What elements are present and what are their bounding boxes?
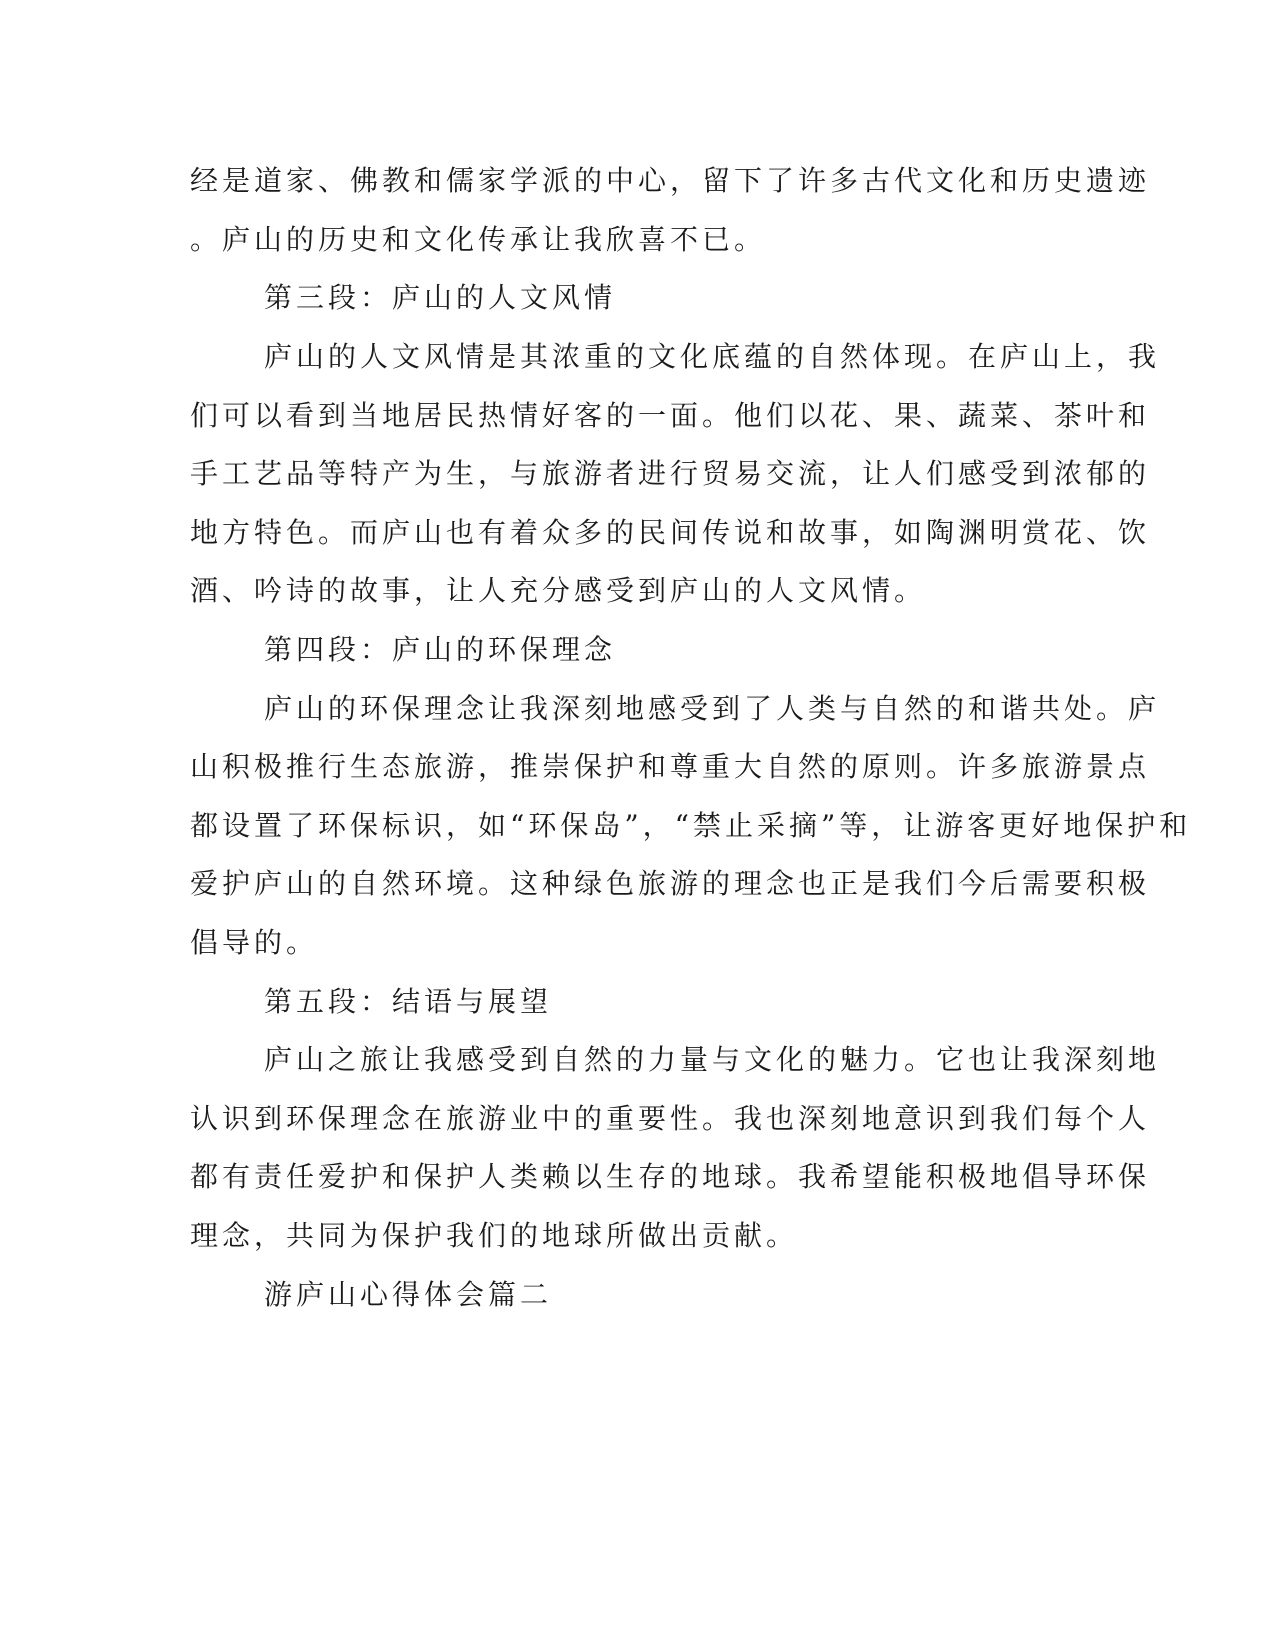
body-line: 都有责任爱护和保护人类赖以生存的地球。我希望能积极地倡导环保 (190, 1160, 1151, 1193)
body-line: 庐山的人文风情是其浓重的文化底蕴的自然体现。在庐山上，我 (264, 340, 1161, 373)
body-line: 认识到环保理念在旅游业中的重要性。我也深刻地意识到我们每个人 (190, 1102, 1151, 1135)
body-line: 庐山的环保理念让我深刻地感受到了人类与自然的和谐共处。庐 (264, 692, 1161, 725)
section-heading: 游庐山心得体会篇二 (264, 1278, 553, 1311)
body-line: 山积极推行生态旅游，推崇保护和尊重大自然的原则。许多旅游景点 (190, 750, 1151, 783)
section-heading: 第五段：结语与展望 (264, 985, 553, 1018)
body-line: 理念，共同为保护我们的地球所做出贡献。 (190, 1219, 799, 1252)
section-heading: 第四段：庐山的环保理念 (264, 633, 617, 666)
body-line: 地方特色。而庐山也有着众多的民间传说和故事，如陶渊明赏花、饮 (190, 516, 1151, 549)
body-line: 庐山之旅让我感受到自然的力量与文化的魅力。它也让我深刻地 (264, 1043, 1161, 1076)
body-line: 爱护庐山的自然环境。这种绿色旅游的理念也正是我们今后需要积极 (190, 867, 1151, 900)
body-line: 。庐山的历史和文化传承让我欣喜不已。 (190, 223, 767, 256)
body-line: 倡导的。 (190, 926, 319, 959)
body-line: 酒、吟诗的故事，让人充分感受到庐山的人文风情。 (190, 574, 927, 607)
body-line: 经是道家、佛教和儒家学派的中心，留下了许多古代文化和历史遗迹 (190, 164, 1151, 197)
body-line: 手工艺品等特产为生，与旅游者进行贸易交流，让人们感受到浓郁的 (190, 457, 1151, 490)
body-line: 都设置了环保标识，如“环保岛”，“禁止采摘”等，让游客更好地保护和 (190, 809, 1192, 842)
section-heading: 第三段：庐山的人文风情 (264, 281, 617, 314)
body-line: 们可以看到当地居民热情好客的一面。他们以花、果、蔬菜、茶叶和 (190, 399, 1151, 432)
